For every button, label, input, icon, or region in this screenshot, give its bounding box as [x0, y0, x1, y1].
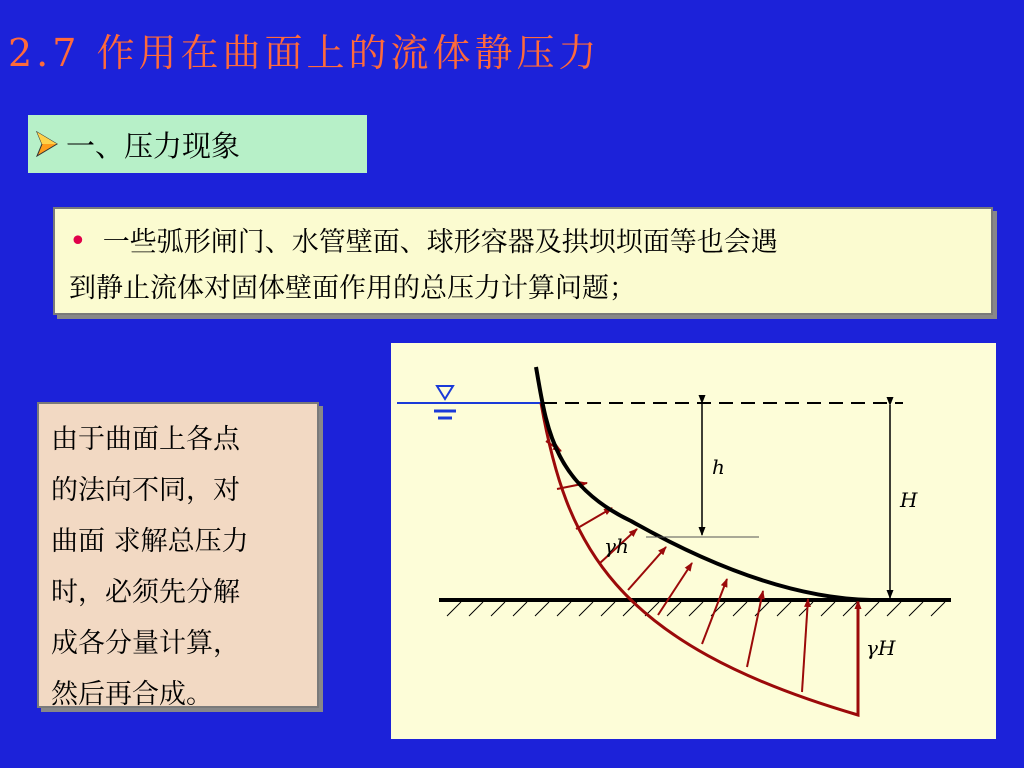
pressure-arrow [802, 599, 808, 692]
pressure-arrow [628, 547, 666, 590]
bullet-line-1 [69, 219, 977, 266]
bullet-dot-icon: • [69, 224, 87, 259]
diagram-svg [391, 343, 996, 739]
label-gamma-H [866, 636, 896, 660]
label-gamma-h [604, 534, 629, 558]
bullet-line-1-text: 一些弧形闸门、水管壁面、球形容器及拱坝坝面等也会遇 [102, 227, 778, 258]
arrow-bullet-icon [36, 131, 58, 157]
section-heading [28, 115, 367, 173]
gamma-H-var: H [877, 636, 896, 660]
pressure-arrow [576, 508, 612, 529]
bullet-line-2: 到静止流体对固体壁面作用的总压力计算问题； [69, 273, 636, 304]
side-note-line: 曲面 求解总压力 [51, 526, 249, 557]
pressure-arrow [702, 579, 727, 644]
side-note-line: 然后再合成。 [51, 679, 213, 710]
gamma-h-var: h [615, 534, 629, 558]
gamma-symbol: γ [604, 534, 616, 558]
side-note-line: 成各分量计算， [51, 628, 240, 659]
label-h: h [712, 455, 725, 479]
section-label: 一、压力现象 [66, 128, 241, 163]
curved-surface-pressure-diagram [391, 343, 996, 739]
side-note-box [37, 402, 319, 708]
page-title: 2.7 作用在曲面上的流体静压力 [8, 31, 601, 75]
pressure-arrow [658, 563, 692, 615]
pressure-envelope [541, 403, 858, 715]
label-H: H [900, 488, 918, 512]
bullet-text-box [53, 207, 993, 315]
side-note-line: 时，必须先分解 [51, 577, 240, 608]
side-note-line: 由于曲面上各点 [51, 424, 240, 455]
side-note-line: 的法向不同，对 [51, 475, 240, 506]
ground-hatching [447, 602, 945, 616]
gamma-symbol: γ [866, 636, 878, 660]
pressure-arrow [747, 591, 763, 667]
